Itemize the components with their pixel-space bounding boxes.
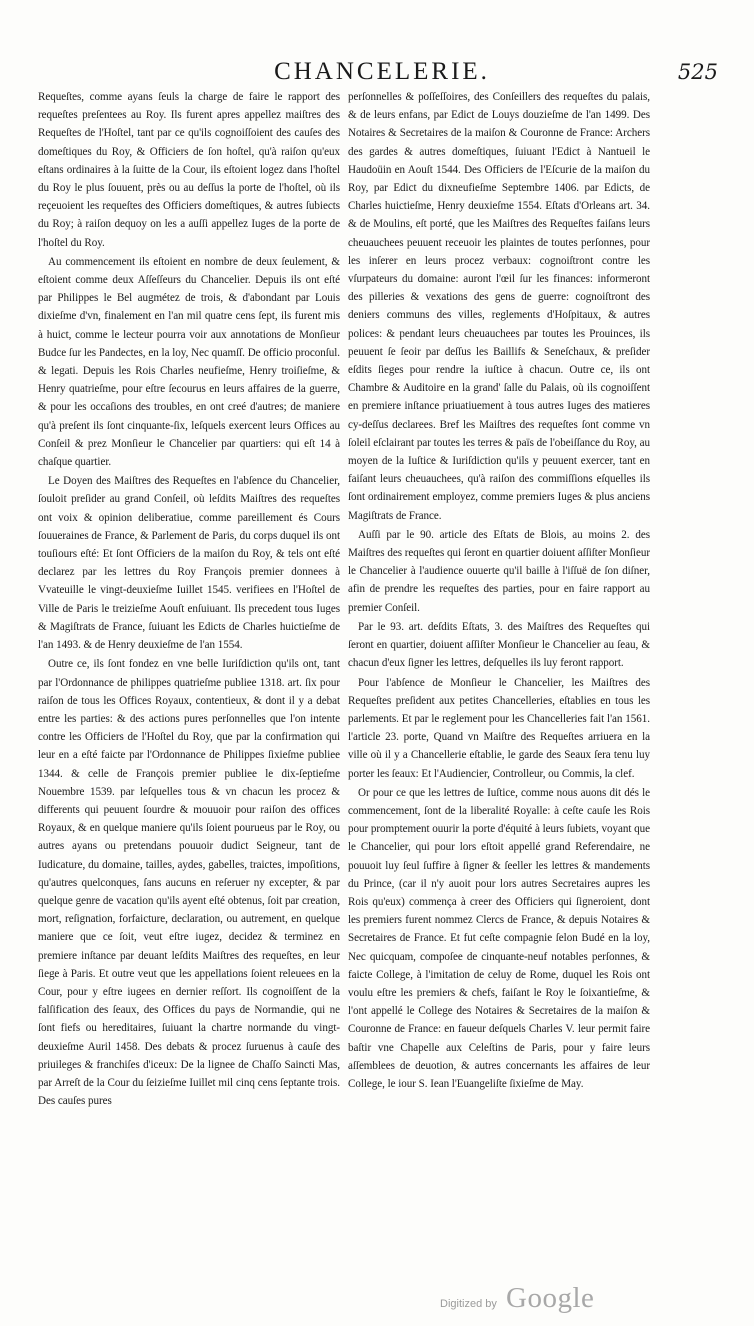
paragraph: Auſſi par le 90. article des Eſtats de Blois, au moins 2. des Maiſtres des requeſtes qui ſeront en quartier doiuent aſſiſter Monſieur le Chancelier à l'audience ouuerte qu'il baille à l'iſſuë de ſon diſner, afin de prendre les requeſtes des parties, pour en faire rapport au premier Conſeil. xyxy=(348,528,650,614)
paragraph: Au commencement ils eſtoient en nombre de deux ſeulement, & eſtoient comme deux Aſſeſſeurs du Chancelier. Depuis ils ont eſté par Philippes le Bel augmétez de trois, & d'abondant par Louis dixieſme d'vn, finalement en l'an mil quatre cens ſept, ils furent mis à huict, comme le lecteur pourra voir aux annotations de Monſieur Budce ſur les Pandectes, en la loy, Nec quamſſ. De officio proconſul. & legati. Depuis les Rois Charles neufieſme, Henry troiſieſme, & Henry quatrieſme, pour eſtre ſecourus en leurs affaires de la guerre, & pour les occaſions des troubles, en ont creé d'autres; de maniere qu'à preſent ils ſont cinquante-ſix, leſquels exercent leurs Offices au Conſeil & prez Monſieur le Chancelier par quartiers: qui eſt 14 à chaſque quartier. xyxy=(38,255,340,469)
page-number: 525 xyxy=(677,60,718,84)
right-column xyxy=(348,88,650,1094)
page-header xyxy=(40,58,724,88)
paragraph: Or pour ce que les lettres de Iuſtice, comme nous auons dit dés le commencement, ſont de la liberalité Royalle: à ceſte cauſe les Rois pour promptement ouurir la porte d'équité à leurs ſubiets, voyant que le Chancelier, qui pour lors eſtoit appellé grand Referendaire, ne pouuoit luy ſeul ſuffire à ſigner & ſeeller les lettres & mandements du Prince, (car il n'y auoit pour lors autres Secretaires aupres les Rois qu'eux) commença à creer des Officiers qui ſigneroient, dont les premiers furent nommez Clercs de France, & depuis Notaires & Secretaires de France. Et fut ceſte compagnie ſelon Budé en la loy, Nec quicquam, compoſee de cinquante-neuf notables perſonnes, & faicte College, à l'imitation de celuy de Rome, duquel les Rois ont voulu eſtre les premiers & chefs, faiſant le Roy le ſoixantieſme, & l'ont appellé le College des Notaires & Secretaires de la maiſon & Couronne de France: en faueur deſquels Charles V. leur permit faire baſtir vne Chapelle aux Celeſtins de Paris, pour y faire leurs aſſemblees de deuotion, & autres concernants les affaires de leur College, le iour S. Iean l'Euangeliſte ſixieſme de May. xyxy=(348,786,650,1090)
google-logo: Google xyxy=(506,1282,595,1314)
digitization-watermark xyxy=(440,1282,640,1322)
paragraph: Le Doyen des Maiſtres des Requeſtes en l'abſence du Chancelier, ſouloit preſider au grand Conſeil, où leſdits Maiſtres des requeſtes ont voix & opinion deliberatiue, comme pareillement és Cours ſouueraines de France, & Parlement de Paris, du corps duquel ils ont touſiours eſté: Et ſont Officiers de la maiſon du Roy, & tels ont eſté declarez par les lettres du Roy François premier donnees à Vvateuille le vingt-deuxieſme Iuillet 1545. verifiees en l'Hoſtel de Ville de Paris le treizieſme Aouſt enſuiuant. Ils precedent tous Iuges & Magiſtrats de France, ſuiuant les Edicts de Charles huictieſme de l'an 1493. & de Henry deuxieſme de l'an 1554. xyxy=(38,475,340,652)
digitized-by-label: Digitized by xyxy=(440,1298,497,1310)
left-column xyxy=(38,88,340,1111)
paragraph: Outre ce, ils ſont fondez en vne belle Iuriſdiction qu'ils ont, tant par l'Ordonnance de philippes quatrieſme publiee 1318. art. ſix pour raiſon de tous les Offices Royaux, contentieux, & dont il y a debat entre les parties: & des actions pures perſonnelles que l'on intente contre les Officiers de l'Hoſtel du Roy, que par la confirmation qui leur en a eſté faicte par l'Ordonnance de Philippes ſixieſme publiee 1344. & celle de François premier publiee le dix-ſeptieſme Nouembre 1539. par leſquelles tous & vn chacun les procez & differents qui peuuent ſourdre & mouuoir pour raiſon des offices Royaux, & en quelque maniere qu'ils ſoient pourueus par le Roy, ou autres ayans ou pretendans pouuoir dudict Seigneur, tant de Iudicature, du domaine, tailles, aydes, gabelles, traictes, impoſitions, qu'autres quelconques, ſans aucuns en reſeruer ny excepter, & par quelque genre de vacation qu'ils ayent eſté obtenus, ſoit par creation, mort, reſignation, forfaicture, declaration, ou autrement, en quelque maniere que ce ſoit, veut eſtre iugez, decidez & terminez en premiere inſtance par deuant leſdits Maiſtres des requeſtes, en leur ſiege à Paris. Et outre veut que les appellations ſoient releuees en la Cour, pour y eſtre iugees en dernier reſſort. Ils cognoiſſent de la falſification des ſeaux, des Offices du pays de Normandie, qui ne ſont fiefs ou hereditaires, ſuiuant la chartre normande du vingt-deuxieſme Auril 1458. Des debats & procez ſuruenus à cauſe des priuileges & franchiſes d'iceux: De la lignee de Chaſſo Saincti Mas, par Arreſt de la Cour du ſeizieſme Iuillet mil cinq cens ſeptante trois. Des cauſes pures xyxy=(38,658,340,1108)
running-title: CHANCELERIE. xyxy=(274,58,490,85)
paragraph: Par le 93. art. deſdits Eſtats, 3. des Maiſtres des Requeſtes qui ſeront en quartier, doiuent aſſiſter Monſieur le Chancelier au ſeau, & chacun d'eux ſigner les lettres, deſquelles ils luy feront rapport. xyxy=(348,620,650,670)
paragraph: Pour l'abſence de Monſieur le Chancelier, les Maiſtres des Requeſtes preſident aux petites Chancelleries, eſtablies en tous les parlements. Et par le reglement pour les Chancelleries fait l'an 1561. l'article 23. porte, Quand vn Maiſtre des Requeſtes arriuera en la ville où il y a Chancellerie eſtablie, le garde des Seaux ſera tenu luy porter les ſeaux: Et l'Audiencier, Controlleur, ou Commis, la clef. xyxy=(348,676,650,780)
paragraph: Requeſtes, comme ayans ſeuls la charge de faire le rapport des requeſtes preſentees au Roy. Ils furent apres appellez maiſtres des Requeſtes de l'Hoſtel, tant par ce qu'ils cognoiſſoient des cauſes des domeſtiques du Roy, & Officiers de ſon hoſtel, qu'à raiſon qu'eux eſtans ordinaires à la ſuitte de la Cour, ils eſtoient logez dans l'hoſtel du Roy le plus ſouuent, près ou au deſſus la porte de l'hoſtel, où ils reçeuoient les requeſtes des Officiers domeſtiques, & autres ſubiects du Roy; à raiſon dequoy on les a auſſi appellez Iuges de la porte de l'hoſtel du Roy. xyxy=(38,91,340,249)
paragraph: perſonnelles & poſſeſſoires, des Conſeillers des requeſtes du palais, & de leurs enfans, par Edict de Louys douzieſme de l'an 1499. Des Notaires & Secretaires de la maiſon & Couronne de France: Archers des gardes & autres domeſtiques, ſuiuant l'Edict à Nantueil le Haudoüin en Aouſt 1544. Des Officiers de l'Eſcurie de la maiſon du Roy, par Edict du dixneufieſme Septembre 1406. par Edicts, de Charles huictieſme, Henry deuxieſme 1554. Eſtats d'Orleans art. 34. & de Moulins, eſt porté, que les Maiſtres des Requeſtes faiſans leurs cheuauchees peuuent receuoir les plaintes de toutes perſonnes, pour les inſerer en leurs procez verbaux: cognoiſtront contre les vſurpateurs du domaine: auront l'œil ſur les finances: informeront des pilleries & vexations des gens de guerre: cognoiſtront des deniers communs des villes, reglements d'Hoſpitaux, & autres polices: & pendant leurs cheuauchees par toutes les Prouinces, ils peuuent ſe ſeoir par deſſus les Baillifs & Seneſchaux, & preſider eſdits ſieges pour rendre la iuſtice à chacun. Outre ce, ils ont Chambre & Auditoire en la grand' ſalle du Palais, où ils cognoiſſent en premiere inſtance priuatiuement à tous autres Iuges des matieres cy-deſſus declarees. Bref les Maiſtres des requeſtes ſont comme vn ſoleil eſclairant par toutes les terres & païs de l'obeiſſance du Roy, au moyen de la Iuſtice & Iuriſdiction qu'ils y peuuent exercer, tant en faiſant leurs cheuauchees, qu'à raiſon des commiſſions eſquelles ils ſont ordinairement employez, comme premiers Iuges & plus anciens Magiſtrats de France. xyxy=(348,91,650,522)
